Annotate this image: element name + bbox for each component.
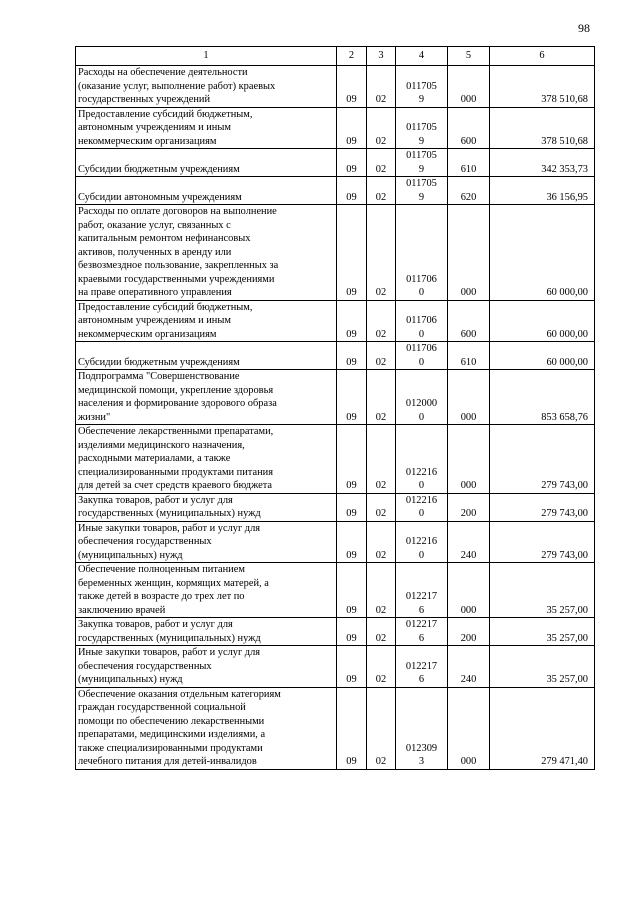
code-part: 9	[418, 191, 425, 203]
description-line: изделиями медицинского назначения,	[78, 439, 245, 451]
expense-type-code: 240	[448, 521, 490, 563]
code-part: 011706	[406, 343, 437, 354]
code-part: 0	[418, 549, 425, 561]
description-line: Обеспечение полноценным питанием	[78, 564, 245, 575]
code-part: 011705	[406, 178, 437, 189]
description-line: граждан государственной социальной	[78, 702, 246, 713]
amount: 279 743,00	[490, 493, 595, 521]
section-code: 09	[337, 521, 367, 563]
description-line: населения и формирование здорового образа	[78, 398, 277, 409]
code-part: 011705	[406, 122, 437, 133]
description-line: краевыми государственными учреждениями	[78, 273, 275, 285]
description-line: для детей за счет средств краевого бюджета	[78, 480, 273, 491]
expense-type-code: 620	[448, 177, 490, 205]
target-article-code	[396, 521, 448, 563]
section-code: 09	[337, 177, 367, 205]
target-article-code	[396, 177, 448, 205]
amount: 35 257,00	[490, 618, 595, 646]
description-line: на праве оперативного управления	[78, 287, 232, 298]
code-part: 011705	[406, 150, 437, 161]
row-description	[76, 66, 337, 108]
description-line: некоммерческим организациям	[78, 135, 217, 147]
amount: 853 658,76	[490, 370, 595, 425]
description-line: Субсидии автономным учреждениям	[78, 191, 242, 203]
description-line: Иные закупки товаров, работ и услуг для	[78, 522, 261, 534]
code-part: 6	[418, 632, 425, 644]
subsection-code: 02	[367, 618, 396, 646]
code-part: 6	[418, 604, 425, 616]
description-line: также специализированными продуктами	[78, 742, 263, 754]
expense-type-code: 000	[448, 205, 490, 301]
section-code: 09	[337, 149, 367, 177]
code-part: 6	[418, 674, 425, 685]
page-number: 98	[578, 21, 590, 35]
description-line: обеспечения государственных	[78, 660, 212, 672]
subsection-code: 02	[367, 563, 396, 618]
row-description	[76, 300, 337, 342]
description-line: Подпрограмма "Совершенствование	[78, 371, 240, 382]
table-row	[76, 493, 595, 521]
amount: 279 743,00	[490, 425, 595, 494]
table-row	[76, 618, 595, 646]
code-part: 011705	[406, 80, 437, 92]
table-row	[76, 107, 595, 149]
description-line: активов, полученных в аренду или	[78, 246, 232, 258]
subsection-code: 02	[367, 687, 396, 769]
target-article-code	[396, 149, 448, 177]
description-line: автономным учреждениям и иным	[78, 315, 231, 326]
description-line: (оказание услуг, выполнение работ) краевых	[78, 80, 276, 92]
code-part: 012309	[405, 742, 438, 754]
description-line: лечебного питания для детей-инвалидов	[78, 756, 257, 767]
code-part: 0	[418, 508, 425, 519]
amount: 35 257,00	[490, 646, 595, 688]
expense-type-code: 610	[448, 342, 490, 370]
section-code: 09	[337, 646, 367, 688]
header-col-6: 6	[490, 47, 595, 66]
description-line: государственных (муниципальных) нужд	[78, 632, 261, 644]
target-article-code	[396, 107, 448, 149]
amount: 60 000,00	[490, 300, 595, 342]
expense-type-code: 000	[448, 563, 490, 618]
expense-type-code: 000	[448, 66, 490, 108]
amount: 36 156,95	[490, 177, 595, 205]
amount: 60 000,00	[490, 342, 595, 370]
amount: 279 743,00	[490, 521, 595, 563]
table-row	[76, 205, 595, 301]
description-line: Закупка товаров, работ и услуг для	[78, 494, 233, 506]
expense-type-code: 600	[448, 300, 490, 342]
target-article-code	[396, 66, 448, 108]
expense-type-code: 200	[448, 618, 490, 646]
section-code: 09	[337, 687, 367, 769]
subsection-code: 02	[367, 646, 396, 688]
header-col-3: 3	[367, 47, 396, 66]
target-article-code	[396, 618, 448, 646]
target-article-code	[396, 493, 448, 521]
code-part: 0	[418, 287, 425, 298]
code-part: 011706	[406, 315, 437, 326]
table-row	[76, 687, 595, 769]
code-part: 012000	[405, 398, 438, 409]
description-line: беременных женщин, кормящих матерей, а	[78, 577, 269, 589]
row-description	[76, 493, 337, 521]
description-line: работ, оказание услуг, связанных с	[78, 219, 231, 231]
description-line: Расходы по оплате договоров на выполнение	[78, 206, 277, 217]
table-row	[76, 646, 595, 688]
table-row	[76, 177, 595, 205]
code-part: 0	[418, 328, 425, 340]
description-line: Субсидии бюджетным учреждениям	[78, 356, 240, 368]
table-row	[76, 66, 595, 108]
table-row	[76, 563, 595, 618]
description-line: государственных (муниципальных) нужд	[78, 508, 261, 519]
code-part: 012216	[405, 466, 438, 478]
description-line: некоммерческим организациям	[78, 328, 217, 340]
header-col-1: 1	[76, 47, 337, 66]
description-line: (муниципальных) нужд	[78, 549, 183, 561]
target-article-code	[396, 342, 448, 370]
description-line: автономным учреждениям и иным	[78, 122, 231, 133]
expense-type-code: 200	[448, 493, 490, 521]
subsection-code: 02	[367, 521, 396, 563]
code-part: 9	[418, 135, 425, 147]
row-description	[76, 342, 337, 370]
description-line: государственных учреждений	[78, 94, 211, 105]
row-description	[76, 646, 337, 688]
description-line: Обеспечение оказания отдельным категориям	[78, 688, 281, 700]
table-header-row	[76, 47, 595, 66]
description-line: заключению врачей	[78, 604, 166, 616]
row-description	[76, 370, 337, 425]
row-description	[76, 521, 337, 563]
description-line: Обеспечение лекарственными препаратами,	[78, 426, 274, 437]
code-part: 0	[418, 411, 425, 423]
table-row	[76, 425, 595, 494]
section-code: 09	[337, 66, 367, 108]
amount: 35 257,00	[490, 563, 595, 618]
code-part: 3	[418, 756, 425, 767]
expense-type-code: 000	[448, 687, 490, 769]
code-part: 012217	[405, 660, 438, 672]
subsection-code: 02	[367, 149, 396, 177]
description-line: Предоставление субсидий бюджетным,	[78, 108, 253, 120]
amount: 279 471,40	[490, 687, 595, 769]
code-part: 9	[418, 163, 425, 175]
description-line: медицинской помощи, укрепление здоровья	[78, 384, 274, 396]
section-code: 09	[337, 425, 367, 494]
expense-type-code: 240	[448, 646, 490, 688]
description-line: Субсидии бюджетным учреждениям	[78, 163, 240, 175]
row-description	[76, 149, 337, 177]
target-article-code	[396, 425, 448, 494]
description-line: (муниципальных) нужд	[78, 674, 183, 685]
description-line: Расходы на обеспечение деятельности	[78, 67, 248, 78]
expense-type-code: 000	[448, 425, 490, 494]
description-line: Иные закупки товаров, работ и услуг для	[78, 647, 261, 658]
description-line: жизни"	[78, 411, 111, 423]
target-article-code	[396, 370, 448, 425]
description-line: специализированными продуктами питания	[78, 466, 273, 478]
row-description	[76, 107, 337, 149]
amount: 60 000,00	[490, 205, 595, 301]
target-article-code	[396, 300, 448, 342]
target-article-code	[396, 563, 448, 618]
budget-table	[75, 46, 595, 770]
subsection-code: 02	[367, 177, 396, 205]
subsection-code: 02	[367, 342, 396, 370]
code-part: 0	[418, 356, 425, 368]
subsection-code: 02	[367, 300, 396, 342]
target-article-code	[396, 205, 448, 301]
section-code: 09	[337, 107, 367, 149]
table-row	[76, 521, 595, 563]
code-part: 011706	[406, 273, 437, 285]
table-row	[76, 342, 595, 370]
section-code: 09	[337, 618, 367, 646]
row-description	[76, 177, 337, 205]
expense-type-code: 600	[448, 107, 490, 149]
description-line: безвозмездное пользование, закрепленных за	[78, 260, 279, 271]
row-description	[76, 687, 337, 769]
subsection-code: 02	[367, 425, 396, 494]
row-description	[76, 425, 337, 494]
description-line: обеспечения государственных	[78, 536, 212, 547]
code-part: 012216	[405, 494, 438, 506]
row-description	[76, 205, 337, 301]
subsection-code: 02	[367, 107, 396, 149]
description-line: капитальным ремонтом нефинансовых	[78, 233, 251, 244]
expense-type-code: 610	[448, 149, 490, 177]
description-line: также детей в возрасте до трех лет по	[78, 591, 245, 602]
description-line: Закупка товаров, работ и услуг для	[78, 619, 233, 630]
amount: 342 353,73	[490, 149, 595, 177]
description-line: расходными материалами, а также	[78, 453, 231, 464]
code-part: 012216	[405, 536, 438, 547]
code-part: 012217	[405, 619, 438, 630]
code-part: 9	[418, 94, 425, 105]
section-code: 09	[337, 370, 367, 425]
amount: 378 510,68	[490, 66, 595, 108]
code-part: 012217	[405, 591, 438, 602]
table-row	[76, 370, 595, 425]
code-part: 0	[418, 480, 425, 491]
row-description	[76, 618, 337, 646]
section-code: 09	[337, 563, 367, 618]
amount: 378 510,68	[490, 107, 595, 149]
table-body	[76, 47, 595, 770]
header-col-2: 2	[337, 47, 367, 66]
description-line: помощи по обеспечению лекарственными	[78, 715, 265, 727]
section-code: 09	[337, 342, 367, 370]
subsection-code: 02	[367, 66, 396, 108]
table-row	[76, 300, 595, 342]
target-article-code	[396, 687, 448, 769]
target-article-code	[396, 646, 448, 688]
section-code: 09	[337, 205, 367, 301]
row-description	[76, 563, 337, 618]
description-line: Предоставление субсидий бюджетным,	[78, 301, 253, 313]
table-row	[76, 149, 595, 177]
description-line: препаратами, медицинскими изделиями, а	[78, 729, 266, 740]
expense-type-code: 000	[448, 370, 490, 425]
section-code: 09	[337, 493, 367, 521]
subsection-code: 02	[367, 205, 396, 301]
subsection-code: 02	[367, 370, 396, 425]
header-col-5: 5	[448, 47, 490, 66]
section-code: 09	[337, 300, 367, 342]
subsection-code: 02	[367, 493, 396, 521]
header-col-4: 4	[396, 47, 448, 66]
